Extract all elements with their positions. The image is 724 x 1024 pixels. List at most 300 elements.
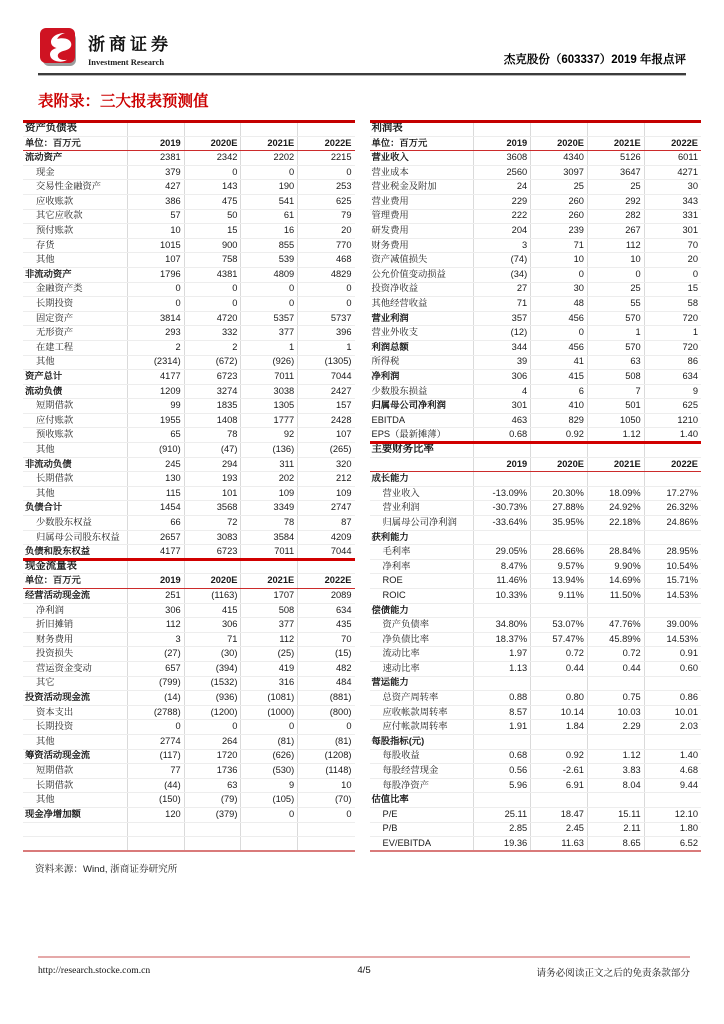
cell-value: 306 [127,603,184,618]
cell-value: 1.40 [644,428,701,443]
empty-cell [241,122,298,137]
table-row [23,603,355,618]
table-row [23,209,355,224]
cell-value: 1.97 [474,647,531,662]
cell-value: 109 [241,486,298,501]
cell-value: (2788) [127,705,184,720]
section-title: 资产负债表 [23,122,127,137]
table-row [370,428,702,443]
cell-value: 29.05% [474,545,531,560]
cell-value: 301 [644,224,701,239]
row-label: 财务费用 [23,632,127,647]
cell-value: 0.72 [587,647,644,662]
source-note: 资料来源：Wind, 浙商证券研究所 [35,864,178,876]
table-row [370,720,702,735]
cell-value: 1210 [644,413,701,428]
cell-value: 7011 [241,370,298,385]
cell-value: 112 [587,238,644,253]
cell-value: 720 [644,311,701,326]
cell-value: 14.53% [644,589,701,604]
cell-value: (44) [127,778,184,793]
cell-value: 157 [298,399,355,414]
table-row [370,326,702,341]
table-row [370,384,702,399]
row-label: 应付账款 [23,413,127,428]
cell-value: 27 [474,282,531,297]
year-column-header: 2020E [184,574,241,589]
cell-value: 2 [184,340,241,355]
row-label: 非流动资产 [23,267,127,282]
table-row [23,647,355,662]
row-label: 财务费用 [370,238,474,253]
table-row [370,793,702,808]
cell-value: 456 [531,340,588,355]
cell-value [587,530,644,545]
cell-value: 11.50% [587,589,644,604]
cell-value: 1015 [127,238,184,253]
row-label: 其他 [23,734,127,749]
cell-value: 112 [241,632,298,647]
cell-value: 251 [127,589,184,604]
row-label: 净利润 [23,603,127,618]
row-label: 资产减值损失 [370,253,474,268]
row-label: 负债合计 [23,501,127,516]
row-label: 营业利润 [370,501,474,516]
cell-value: (881) [298,691,355,706]
cell-value: 25 [587,282,644,297]
table-row [370,253,702,268]
cell-value: 15.11 [587,807,644,822]
cell-value: 28.84% [587,545,644,560]
cell-value: -33.64% [474,516,531,531]
row-label: P/E [370,807,474,822]
table-row [370,661,702,676]
cell-value: 2657 [127,530,184,545]
cell-value: 344 [474,340,531,355]
cell-value: 202 [241,472,298,487]
cell-value: 0 [184,165,241,180]
cell-value: 311 [241,457,298,472]
row-label [23,837,127,852]
cell-value: 1209 [127,384,184,399]
row-label: 归属母公司净利润 [370,516,474,531]
table-row [23,238,355,253]
cell-value: 3038 [241,384,298,399]
cell-value: 463 [474,413,531,428]
cell-value: 475 [184,194,241,209]
table-row [370,764,702,779]
row-label: 营运能力 [370,676,474,691]
cell-value: 9.90% [587,559,644,574]
table-row [370,209,702,224]
table-row [370,165,702,180]
column-header-row [23,136,355,151]
cell-value: 4177 [127,370,184,385]
cell-value: 57.47% [531,632,588,647]
table-row [23,180,355,195]
cell-value: 415 [531,370,588,385]
row-label: 归属母公司股东权益 [23,530,127,545]
table-row [370,837,702,852]
row-label: 投资活动现金流 [23,691,127,706]
table-row [370,224,702,239]
cell-value: 0 [298,807,355,822]
cell-value: 30 [531,282,588,297]
year-column-header: 2021E [241,574,298,589]
year-column-header: 2022E [644,457,701,472]
cell-value: 11.46% [474,574,531,589]
cell-value: 2774 [127,734,184,749]
cell-value: 5357 [241,311,298,326]
table-row [23,661,355,676]
row-label: 短期借款 [23,764,127,779]
cell-value: 11.63 [531,837,588,852]
cell-value: 9.57% [531,559,588,574]
brand-name: 浙商证券 [88,34,172,54]
cell-value: 27.88% [531,501,588,516]
row-label: 偿债能力 [370,603,474,618]
brand [38,26,172,70]
cell-value: 1.12 [587,749,644,764]
cell-value: -30.73% [474,501,531,516]
cell-value: 357 [474,311,531,326]
table-row [370,778,702,793]
cell-value: 4177 [127,545,184,560]
empty-cell [587,122,644,137]
cell-value: 10.01 [644,705,701,720]
cell-value [587,472,644,487]
cell-value: 829 [531,413,588,428]
cell-value: 7044 [298,545,355,560]
cell-value: 130 [127,472,184,487]
table-row [23,734,355,749]
cell-value: 2202 [241,151,298,166]
row-label: 非流动负债 [23,457,127,472]
table-row [23,676,355,691]
table-row [23,165,355,180]
table-row [23,822,355,837]
cell-value: 264 [184,734,241,749]
cell-value: 14.53% [644,632,701,647]
cell-value: 99 [127,399,184,414]
row-label: 长期借款 [23,778,127,793]
row-label: 利润总额 [370,340,474,355]
cell-value: 3097 [531,165,588,180]
row-label: 筹资活动现金流 [23,749,127,764]
table-row [23,632,355,647]
cell-value: 71 [474,297,531,312]
cell-value [474,530,531,545]
cell-value [531,734,588,749]
cell-value: 9.11% [531,589,588,604]
page-title: 表附录：三大报表预测值 [38,93,209,110]
cell-value [241,837,298,852]
cell-value: 15 [644,282,701,297]
cell-value: 1 [644,326,701,341]
cell-value: (70) [298,793,355,808]
row-label: 营业利润 [370,311,474,326]
cell-value: 55 [587,297,644,312]
cell-value: 222 [474,209,531,224]
row-label: 少数股东损益 [370,384,474,399]
table-row [370,822,702,837]
table-row [370,267,702,282]
cell-value: 72 [184,516,241,531]
cell-value: 16 [241,224,298,239]
cell-value: 3349 [241,501,298,516]
unit-label: 单位：百万元 [23,136,127,151]
cell-value [531,603,588,618]
cell-value [587,793,644,808]
cell-value: 78 [184,428,241,443]
row-label: 交易性金融资产 [23,180,127,195]
cell-value: (74) [474,253,531,268]
cell-value: (47) [184,443,241,458]
row-label: 营业费用 [370,194,474,209]
empty-cell [644,443,701,458]
cell-value: 306 [474,370,531,385]
row-label [23,822,127,837]
row-label: 速动比率 [370,661,474,676]
column-header-row [370,136,702,151]
cell-value: 4381 [184,267,241,282]
empty-cell [644,122,701,137]
cell-value: 0 [127,720,184,735]
row-label: 短期借款 [23,399,127,414]
cell-value: 4809 [241,267,298,282]
column-header-row [370,457,702,472]
page-footer [38,956,690,979]
tables-area [23,120,701,875]
row-label: 流动资产 [23,151,127,166]
balance-sheet-and-cashflow-table [23,120,355,852]
row-label: 投资损失 [23,647,127,662]
year-column-header: 2020E [531,136,588,151]
row-label: 估值比率 [370,793,474,808]
cell-value [474,734,531,749]
row-label: 预收账款 [23,428,127,443]
cell-value: (1200) [184,705,241,720]
right-column [370,120,702,852]
cell-value: 10.14 [531,705,588,720]
cell-value: 0.88 [474,691,531,706]
cell-value: 634 [298,603,355,618]
section-title-row [370,443,702,458]
cell-value [531,793,588,808]
table-row [23,194,355,209]
cell-value: 109 [298,486,355,501]
empty-cell [474,443,531,458]
cell-value: 0 [184,282,241,297]
cell-value: 0 [241,282,298,297]
cell-value: (105) [241,793,298,808]
cell-value [644,793,701,808]
cell-value: 3.83 [587,764,644,779]
table-row [370,807,702,822]
cell-value: 7044 [298,370,355,385]
year-column-header: 2021E [587,457,644,472]
cell-value: 0 [127,297,184,312]
cell-value: 1.84 [531,720,588,735]
cell-value: 331 [644,209,701,224]
cell-value: 7011 [241,545,298,560]
cell-value [184,837,241,852]
cell-value: 625 [644,399,701,414]
brand-text [88,30,172,67]
cell-value [474,793,531,808]
cell-value: 1454 [127,501,184,516]
table-row [370,647,702,662]
cell-value: 6011 [644,151,701,166]
cell-value: 343 [644,194,701,209]
cell-value: 71 [531,238,588,253]
footer-page-number: 4/5 [357,965,371,976]
cell-value: 86 [644,355,701,370]
cell-value [241,822,298,837]
cell-value: 18.47 [531,807,588,822]
cell-value: 3568 [184,501,241,516]
cell-value: 1.40 [644,749,701,764]
row-label: 存货 [23,238,127,253]
cell-value: 204 [474,224,531,239]
cell-value: 386 [127,194,184,209]
footer-url[interactable]: http://research.stocke.com.cn [38,965,151,976]
year-column-header: 2022E [644,136,701,151]
cell-value: 2215 [298,151,355,166]
table-row [23,501,355,516]
row-label: 公允价值变动损益 [370,267,474,282]
empty-cell [587,443,644,458]
cell-value: 120 [127,807,184,822]
cell-value: 10 [531,253,588,268]
cell-value: 1835 [184,399,241,414]
row-label: 营业外收支 [370,326,474,341]
table-row [23,720,355,735]
cell-value: (626) [241,749,298,764]
row-label: EPS（最新摊薄） [370,428,474,443]
cell-value: 427 [127,180,184,195]
cell-value [474,472,531,487]
cell-value: 10.03 [587,705,644,720]
row-label: 金融资产类 [23,282,127,297]
empty-cell [184,559,241,574]
cell-value: (1000) [241,705,298,720]
cell-value: 63 [184,778,241,793]
section-title-row [370,122,702,137]
cell-value: 415 [184,603,241,618]
cell-value: 18.09% [587,486,644,501]
row-label: 所得税 [370,355,474,370]
row-label: 净利率 [370,559,474,574]
cell-value: 3584 [241,530,298,545]
table-row [370,574,702,589]
cell-value: 190 [241,180,298,195]
row-label: ROE [370,574,474,589]
cell-value: 2.45 [531,822,588,837]
cell-value: 2089 [298,589,355,604]
cell-value: 8.57 [474,705,531,720]
cell-value: 24.92% [587,501,644,516]
table-row [23,516,355,531]
cell-value: 293 [127,326,184,341]
cell-value: 1707 [241,589,298,604]
year-column-header: 2022E [298,136,355,151]
cell-value: 8.65 [587,837,644,852]
cell-value: 3083 [184,530,241,545]
cell-value: 12.10 [644,807,701,822]
cell-value: 1736 [184,764,241,779]
cell-value: 0 [531,267,588,282]
table-row [370,340,702,355]
cell-value: 18.37% [474,632,531,647]
cell-value: 0 [298,720,355,735]
cell-value: 0.92 [531,749,588,764]
cell-value: 1.91 [474,720,531,735]
cell-value: 3274 [184,384,241,399]
cell-value: 1408 [184,413,241,428]
cell-value: 212 [298,472,355,487]
row-label: 长期投资 [23,720,127,735]
cell-value [587,734,644,749]
unit-label [370,457,474,472]
row-label: 在建工程 [23,340,127,355]
cell-value: 267 [587,224,644,239]
cell-value: 0 [241,165,298,180]
year-column-header: 2019 [474,136,531,151]
table-row [370,180,702,195]
table-row [370,705,702,720]
table-row [370,370,702,385]
cell-value: 0 [298,282,355,297]
cell-value: (1305) [298,355,355,370]
row-label: 净负债比率 [370,632,474,647]
table-row [370,516,702,531]
cell-value: 92 [241,428,298,443]
cell-value: 508 [241,603,298,618]
row-label: 管理费用 [370,209,474,224]
cell-value: 0 [127,282,184,297]
cell-value: 9 [241,778,298,793]
row-label: 总资产周转率 [370,691,474,706]
cell-value: 1796 [127,267,184,282]
cell-value: 1 [298,340,355,355]
cell-value: 28.95% [644,545,701,560]
cell-value: 410 [531,399,588,414]
cell-value: (12) [474,326,531,341]
cell-value: 17.27% [644,486,701,501]
cell-value: 377 [241,618,298,633]
cell-value: 20 [644,253,701,268]
cell-value: 657 [127,661,184,676]
table-row [23,530,355,545]
table-row [370,559,702,574]
empty-cell [474,122,531,137]
cell-value: 10.33% [474,589,531,604]
cell-value: (936) [184,691,241,706]
row-label: 其它应收款 [23,209,127,224]
cell-value: 260 [531,194,588,209]
cell-value: 79 [298,209,355,224]
table-row [370,530,702,545]
cell-value: 1 [587,326,644,341]
cell-value: (799) [127,676,184,691]
cell-value: (117) [127,749,184,764]
cell-value: 66 [127,516,184,531]
cell-value: 0 [531,326,588,341]
section-title: 现金流量表 [23,559,127,574]
empty-cell [184,122,241,137]
cell-value: 396 [298,326,355,341]
